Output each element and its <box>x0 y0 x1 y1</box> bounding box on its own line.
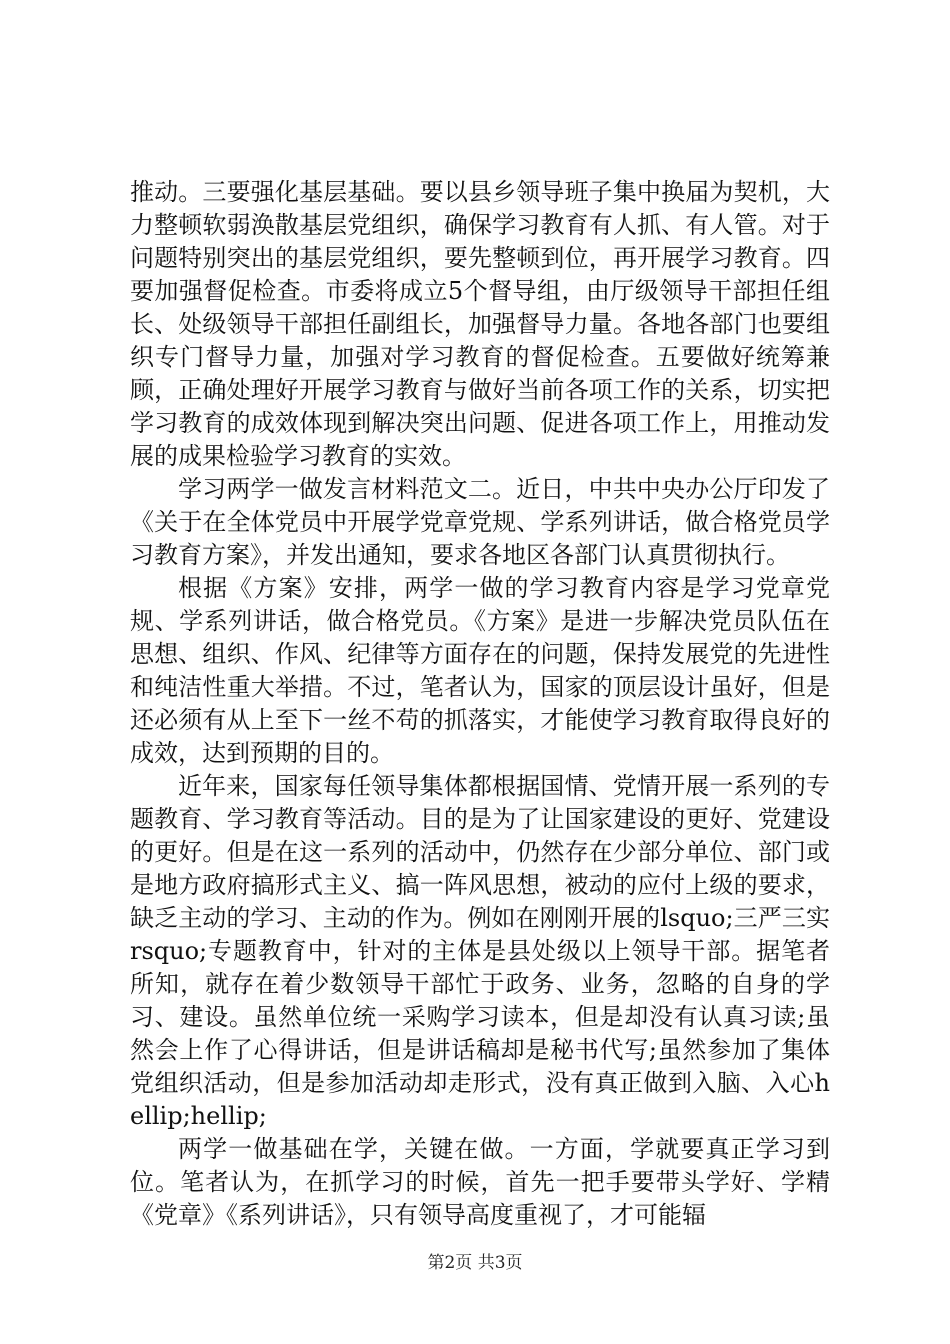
paragraph-3: 根据《方案》安排，两学一做的学习教育内容是学习党章党规、学系列讲话，做合格党员。《方案》是进一步解决党员队伍在思想、组织、作风、纪律等方面存在的问题，保持发展党的先进性和纯洁性重大举措。不过，笔者认为，国家的顶层设计虽好，但是还必须有从上至下一丝不苟的抓落实，才能使学习教育取得良好的成效，达到预期的目的。 <box>130 574 830 767</box>
paragraph-5: 两学一做基础在学，关键在做。一方面，学就要真正学习到位。笔者认为，在抓学习的时候，首先一把手要带头学好、学精《党章》《系列讲话》，只有领导高度重视了，才可能辐 <box>130 1135 830 1229</box>
paragraph-4: 近年来，国家每任领导集体都根据国情、党情开展一系列的专题教育、学习教育等活动。目的是为了让国家建设的更好、党建设的更好。但是在这一系列的活动中，仍然存在少部分单位、部门或是地方政府搞形式主义、搞一阵风思想，被动的应付上级的要求，缺乏主动的学习、主动的作为。例如在刚刚开展的lsquo;三严三实rsquo;专题教育中，针对的主体是县处级以上领导干部。据笔者所知，就存在着少数领导干部忙于政务、业务，忽略的自身的学习、建设。虽然单位统一采购学习读本，但是却没有认真习读;虽然会上作了心得讲话，但是讲话稿却是秘书代写;虽然参加了集体党组织活动，但是参加活动却走形式，没有真正做到入脑、入心hellip;hellip; <box>130 772 830 1130</box>
document-body <box>130 176 830 1232</box>
paragraph-1: 推动。三要强化基层基础。要以县乡领导班子集中换届为契机，大力整顿软弱涣散基层党组织，确保学习教育有人抓、有人管。对于问题特别突出的基层党组织，要先整顿到位，再开展学习教育。四要加强督促检查。市委将成立5个督导组，由厅级领导干部担任组长、处级领导干部担任副组长，加强督导力量。各地各部门也要组织专门督导力量，加强对学习教育的督促检查。五要做好统筹兼顾，正确处理好开展学习教育与做好当前各项工作的关系，切实把学习教育的成效体现到解决突出问题、促进各项工作上，用推动发展的成果检验学习教育的实效。 <box>130 178 830 470</box>
paragraph-2: 学习两学一做发言材料范文二。近日，中共中央办公厅印发了《关于在全体党员中开展学党章党规、学系列讲话，做合格党员学习教育方案》，并发出通知，要求各地区各部门认真贯彻执行。 <box>130 475 830 569</box>
page-footer: 第2页 共3页 <box>427 1253 523 1273</box>
